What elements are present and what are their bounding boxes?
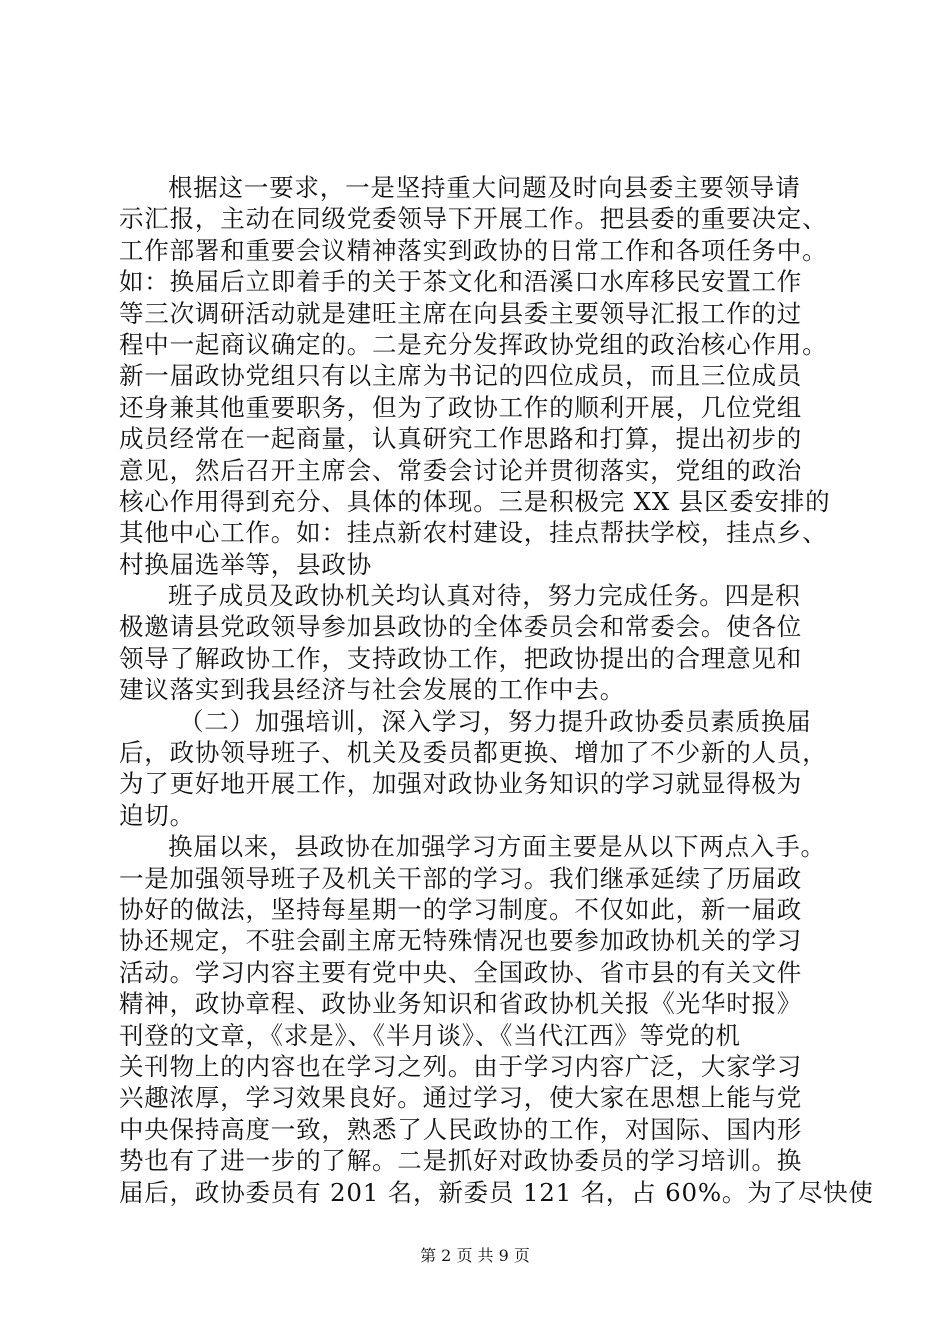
text-line: 根据这一要求，一是坚持重大问题及时向县委主要领导请 (168, 173, 801, 202)
text-line: 其他中心工作。如：挂点新农村建设，挂点帮扶学校，挂点乡、 (119, 518, 828, 548)
text-line: 中央保持高度一致，熟悉了人民政协的工作，对国际、国内形 (119, 1114, 803, 1144)
text-line: 届后，政协委员有 201 名，新委员 121 名，占 60%。为了尽快使 (119, 1177, 874, 1207)
section-heading-line: （二）加强培训，深入学习，努力提升政协委员素质换届 (179, 706, 812, 736)
text-line: 建议落实到我县经济与社会发展的工作中去。 (119, 675, 625, 705)
page-number-footer: 第 2 页 共 9 页 (420, 1246, 530, 1265)
text-line: 班子成员及政协机关均认真对待，努力完成任务。四是积 (168, 581, 801, 611)
text-line: 协好的做法，坚持每星期一的学习制度。不仅如此，新一届政 (119, 894, 803, 924)
text-line: 为了更好地开展工作，加强对政协业务知识的学习就显得极为 (119, 769, 803, 799)
text-line: 如：换届后立即着手的关于茶文化和浯溪口水库移民安置工作 (119, 267, 803, 297)
text-line: 极邀请县党政领导参加县政协的全体委员会和常委会。使各位 (119, 612, 803, 642)
text-line: 新一届政协党组只有以主席为书记的四位成员，而且三位成员 (119, 361, 803, 391)
text-line: 成员经常在一起商量，认真研究工作思路和打算，提出初步的 (119, 424, 803, 454)
text-line: 工作部署和重要会议精神落实到政协的日常工作和各项任务中。 (119, 235, 828, 265)
text-line: 村换届选举等，县政协 (119, 549, 372, 579)
body-text (119, 172, 874, 1208)
text-line: 兴趣浓厚，学习效果良好。通过学习，使大家在思想上能与党 (119, 1083, 803, 1113)
text-line: 一是加强领导班子及机关干部的学习。我们继承延续了历届政 (119, 863, 803, 893)
text-line: 意见，然后召开主席会、常委会讨论并贯彻落实，党组的政治 (119, 455, 803, 485)
text-line: 刊登的文章，《求是》、《半月谈》、《当代江西》等党的机 (119, 1020, 741, 1050)
text-line: 换届以来，县政协在加强学习方面主要是从以下两点入手。 (168, 832, 826, 862)
text-line: 后，政协领导班子、机关及委员都更换、增加了不少新的人员， (119, 738, 828, 768)
text-line: 迫切。 (119, 800, 195, 830)
text-line: 关刊物上的内容也在学习之列。由于学习内容广泛，大家学习 (119, 1051, 803, 1081)
text-line: 活动。学习内容主要有党中央、全国政协、省市县的有关文件 (119, 957, 803, 987)
text-line: 领导了解政协工作，支持政协工作，把政协提出的合理意见和 (119, 643, 803, 673)
text-line: 核心作用得到充分、具体的体现。三是积极完 XX 县区委安排的 (119, 486, 831, 516)
text-line: 程中一起商议确定的。二是充分发挥政协党组的政治核心作用。 (119, 329, 828, 359)
text-line: 还身兼其他重要职务，但为了政协工作的顺利开展，几位党组 (119, 392, 803, 422)
text-line: 示汇报，主动在同级党委领导下开展工作。把县委的重要决定、 (119, 204, 828, 234)
text-line: 精神，政协章程、政协业务知识和省政协机关报《光华时报》 (119, 989, 803, 1019)
text-line: 势也有了进一步的了解。二是抓好对政协委员的学习培训。换 (119, 1146, 803, 1176)
text-line: 协还规定，不驻会副主席无特殊情况也要参加政协机关的学习 (119, 926, 803, 956)
text-line: 等三次调研活动就是建旺主席在向县委主要领导汇报工作的过 (119, 298, 803, 328)
